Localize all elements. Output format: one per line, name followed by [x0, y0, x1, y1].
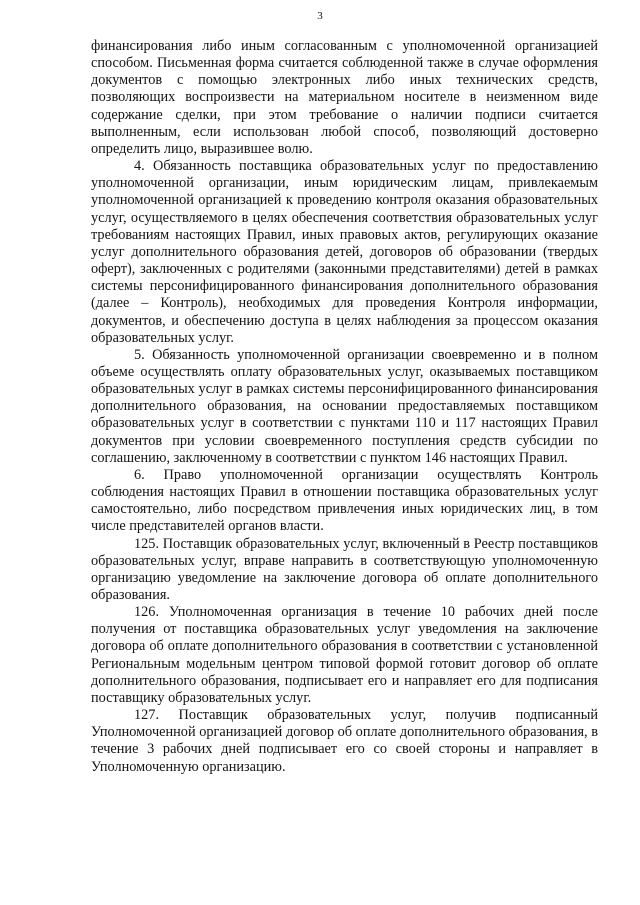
- paragraph-item-4: 4. Обязанность поставщика образовательных услуг по предоставлению уполномоченной организации, иным юридическим лицам, привлекаемым уполномоченной организацией к проведению контроля оказания образовательных услуг, осуществляемого в целях обеспечения соответствия образовательных услуг требованиям настоящих Правил, иных правовых актов, регулирующих оказание услуг дополнительного образования детей, договоров об образовании (твердых оферт), заключенных с родителями (законными представителями) детей в рамках системы персонифицированного финансирования дополнительного образования (далее – Контроль), необходимых для проведения Контроля информации, документов, и обеспечению доступа в целях наблюдения за процессом оказания образовательных услуг.: [91, 158, 598, 346]
- paragraph-clause-127: 127. Поставщик образовательных услуг, получив подписанный Уполномоченной организацией договор об оплате дополнительного образования, в течение 3 рабочих дней подписывает его со своей стороны и направляет в Уполномоченную организацию.: [91, 707, 598, 775]
- paragraph-item-6: 6. Право уполномоченной организации осуществлять Контроль соблюдения настоящих Правил в отношении поставщика образовательных услуг самостоятельно, либо посредством привлечения иных юридических лиц, в том числе представителей органов власти.: [91, 466, 598, 535]
- paragraph-clause-126: 126. Уполномоченная организация в течение 10 рабочих дней после получения от поставщика образовательных услуг уведомления на заключение договора об оплате дополнительного образования в соответствии с установленной Региональным модельным центром типовой формой готовит договор об оплате дополнительного образования, подписывает его и направляет его для подписания поставщику образовательных услуг.: [91, 604, 598, 706]
- page-number: 3: [317, 10, 323, 22]
- paragraph-item-5: 5. Обязанность уполномоченной организации своевременно и в полном объеме осуществлять оплату образовательных услуг, оказываемых поставщиком образовательных услуг в рамках системы персонифицированного финансирования дополнительного образования, на основании предоставляемых поставщиком образовательных услуг в соответствии с пунктами 110 и 117 настоящих Правил документов при условии своевременного поступления средств субсидии по соглашению, заключенному в соответствии с пунктом 146 настоящих Правил.: [91, 346, 598, 466]
- document-body: [91, 38, 598, 776]
- paragraph-continuation: финансирования либо иным согласованным с уполномоченной организацией способом. Письменная форма считается соблюденной также в случае оформления документов с помощью электронных либо иных технических средств, позволяющих воспроизвести на материальном носителе в неизменном виде содержание сделки, при этом требование о наличии подписи считается выполненным, если использован любой способ, позволяющий достоверно определить лицо, выразившее волю.: [91, 38, 598, 157]
- paragraph-clause-125: 125. Поставщик образовательных услуг, включенный в Реестр поставщиков образовательных услуг, вправе направить в соответствующую уполномоченную организацию уведомление на заключение договора об оплате дополнительного образования.: [91, 535, 598, 603]
